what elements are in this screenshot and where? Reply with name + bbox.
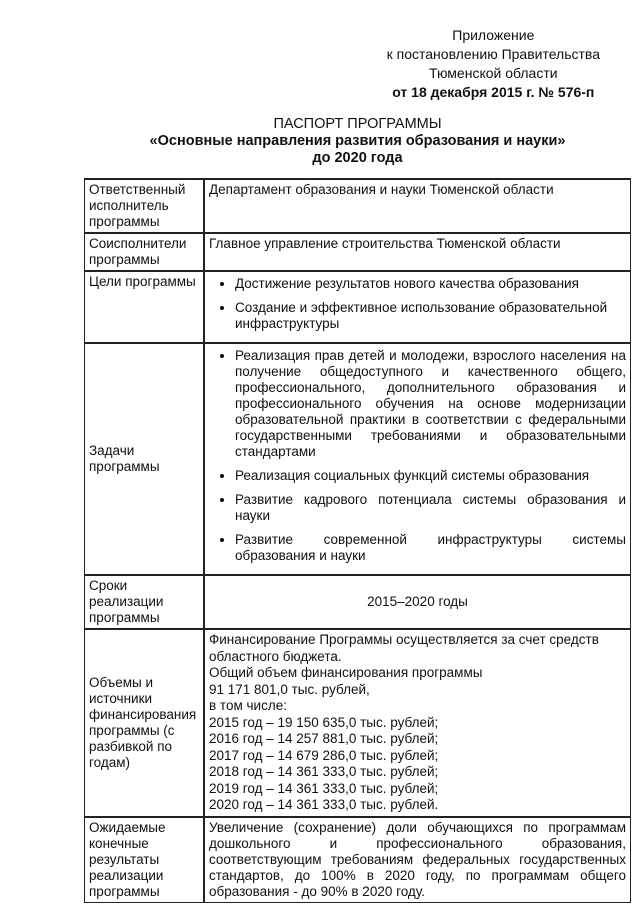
row-goals: [85, 271, 631, 343]
document-title: [85, 116, 630, 167]
finance-line: Общий объем финансирования программы: [209, 665, 483, 680]
decree-reference: от 18 декабря 2015 г. № 576-п: [392, 84, 595, 100]
appendix-line-1: Приложение: [452, 27, 535, 43]
row-tasks: [85, 343, 631, 575]
row-period: [85, 575, 631, 629]
results-value: Увеличение (сохранение) доли обучающихся по программам дошкольного и профессионального образования, соответствующим требованиям федеральных государственных стандартов, до 100% в 2020 году, по программам общего образования - до 90% в 2020 году.: [204, 817, 631, 903]
finance-value: [204, 629, 631, 817]
list-item: • Развитие кадрового потенциала системы образования и науки: [235, 492, 626, 524]
finance-line: 2018 год – 14 361 333,0 тыс. рублей;: [209, 764, 439, 779]
finance-line: 2015 год – 19 150 635,0 тыс. рублей;: [209, 714, 439, 730]
tasks-value: [204, 343, 631, 575]
finance-line: 91 171 801,0 тыс. рублей,: [209, 681, 370, 697]
period-label: Сроки реализации программы: [85, 575, 205, 629]
tasks-label: Задачи программы: [85, 343, 205, 575]
finance-line: Финансирование Программы осуществляется за счет средств областного бюджета.: [209, 632, 599, 664]
goals-label: Цели программы: [85, 271, 205, 343]
title-line-2: «Основные направления развития образования и науки»: [149, 133, 566, 149]
row-results: [85, 817, 631, 903]
list-item: • Достижение результатов нового качества образования: [235, 276, 626, 292]
row-coexecutors: [85, 233, 631, 271]
appendix-line-3: Тюменской области: [429, 65, 558, 81]
list-item: • Реализация прав детей и молодежи, взрослого населения на получение общедоступного и качественного общего, профессионального, дополнительного образования и профессионального обучения на основе модернизации образовательной практики в соответствии с федеральными государственными требованиями и образовательными стандартами: [235, 348, 626, 460]
finance-line: 2016 год – 14 257 881,0 тыс. рублей;: [209, 731, 439, 746]
coexecutors-label: Соисполнители программы: [85, 233, 205, 271]
finance-line: 2020 год – 14 361 333,0 тыс. рублей.: [209, 797, 439, 812]
title-line-1: ПАСПОРТ ПРОГРАММЫ: [273, 116, 442, 132]
appendix-line-2: к постановлению Правительства: [386, 46, 600, 62]
coexecutors-value: Главное управление строительства Тюменской области: [204, 233, 631, 271]
finance-line: 2017 год – 14 679 286,0 тыс. рублей;: [209, 747, 439, 763]
tasks-list: [209, 348, 626, 564]
finance-label: Объемы и источники финансирования программы (с разбивкой по годам): [85, 629, 205, 817]
list-item: • Создание и эффективное использование образовательной инфраструктуры: [235, 300, 626, 332]
list-item: • Развитие современной инфраструктуры системы образования и науки: [235, 532, 626, 564]
executor-value: Департамент образования и науки Тюменской области: [204, 179, 631, 233]
goals-value: [204, 271, 631, 343]
goals-list: [209, 276, 626, 332]
period-value: 2015–2020 годы: [204, 575, 631, 629]
row-finance: [85, 629, 631, 817]
passport-table: [84, 178, 631, 903]
finance-line: 2019 год – 14 361 333,0 тыс. рублей;: [209, 780, 439, 796]
executor-label: Ответственный исполнитель программы: [85, 179, 205, 233]
appendix-header: [387, 26, 600, 102]
title-line-3: до 2020 года: [312, 150, 403, 166]
finance-line: в том числе:: [209, 698, 287, 713]
results-label: Ожидаемые конечные результаты реализации программы: [85, 817, 205, 903]
list-item: • Реализация социальных функций системы образования: [235, 468, 626, 484]
row-executor: [85, 179, 631, 233]
